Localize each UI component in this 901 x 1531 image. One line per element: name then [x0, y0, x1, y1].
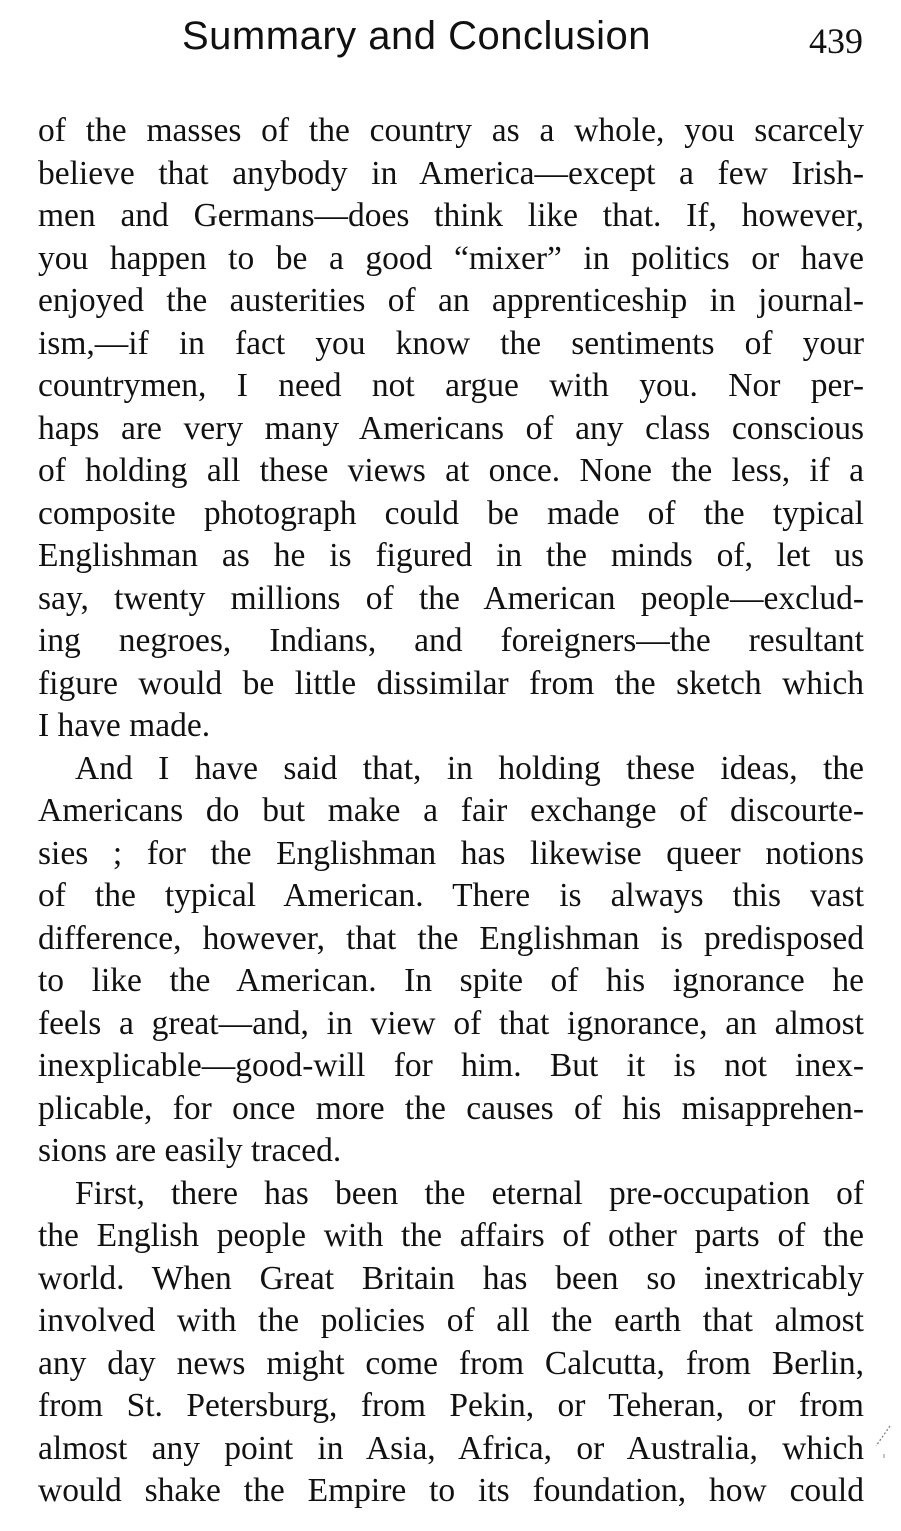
text-line: composite photograph could be made of the typical	[38, 494, 864, 532]
text-line: plicable, for once more the causes of his misapprehen-	[38, 1089, 864, 1127]
pencil-mark-icon	[872, 1420, 894, 1460]
text-line: men and Germans—does think like that. If, however,	[38, 197, 864, 234]
text-line: figure would be little dissimilar from the sketch which	[38, 664, 864, 702]
text-line: world. When Great Britain has been so inextricably	[38, 1259, 864, 1297]
paragraph-1	[38, 110, 864, 748]
text-line: inexplicable—good-will for him. But it is not inex-	[38, 1047, 864, 1084]
paragraph-3	[38, 1173, 864, 1513]
page-number: 439	[809, 21, 863, 61]
text-line: of the typical American. There is always this vast	[38, 877, 864, 914]
text-line: say, twenty millions of the American people—exclud-	[38, 579, 864, 617]
text-line: would shake the Empire to its foundation, how could	[38, 1472, 864, 1509]
text-line: from St. Petersburg, from Pekin, or Teheran, or from	[38, 1387, 864, 1424]
text-line: almost any point in Asia, Africa, or Australia, which	[38, 1429, 864, 1467]
paragraph-2	[38, 748, 864, 1173]
text-line: to like the American. In spite of his ignorance he	[38, 962, 864, 999]
text-line: Englishman as he is figured in the minds of, let us	[38, 537, 864, 574]
text-line: involved with the policies of all the earth that almost	[38, 1302, 864, 1339]
text-line: believe that anybody in America—except a few Irish-	[38, 154, 864, 192]
text-line: of the masses of the country as a whole, you scarcely	[38, 112, 864, 149]
text-line: First, there has been the eternal pre-occupation of	[75, 1174, 864, 1212]
text-line: ing negroes, Indians, and foreigners—the resultant	[38, 622, 864, 659]
text-line: countrymen, I need not argue with you. Nor per-	[38, 367, 864, 404]
body-text	[38, 110, 864, 1513]
running-head	[0, 14, 901, 66]
text-line: the English people with the affairs of other parts of the	[38, 1217, 864, 1254]
text-line: sions are easily traced.	[38, 1132, 342, 1169]
text-line: sies ; for the Englishman has likewise queer notions	[38, 834, 864, 872]
text-line: ism,—if in fact you know the sentiments of your	[38, 324, 864, 362]
text-line: Americans do but make a fair exchange of discourte-	[38, 792, 864, 829]
text-line: feels a great—and, in view of that ignorance, an almost	[38, 1004, 864, 1042]
text-line: And I have said that, in holding these ideas, the	[75, 749, 864, 787]
text-line: haps are very many Americans of any class conscious	[38, 409, 864, 447]
text-line: I have made.	[38, 707, 211, 744]
text-line: any day news might come from Calcutta, from Berlin,	[38, 1344, 864, 1382]
text-line: difference, however, that the Englishman is predisposed	[38, 919, 864, 957]
text-line: you happen to be a good “mixer” in politics or have	[38, 239, 864, 277]
running-title: Summary and Conclusion	[182, 14, 651, 58]
text-line: enjoyed the austerities of an apprenticeship in journal-	[38, 282, 864, 319]
text-line: of holding all these views at once. None the less, if a	[38, 452, 864, 489]
